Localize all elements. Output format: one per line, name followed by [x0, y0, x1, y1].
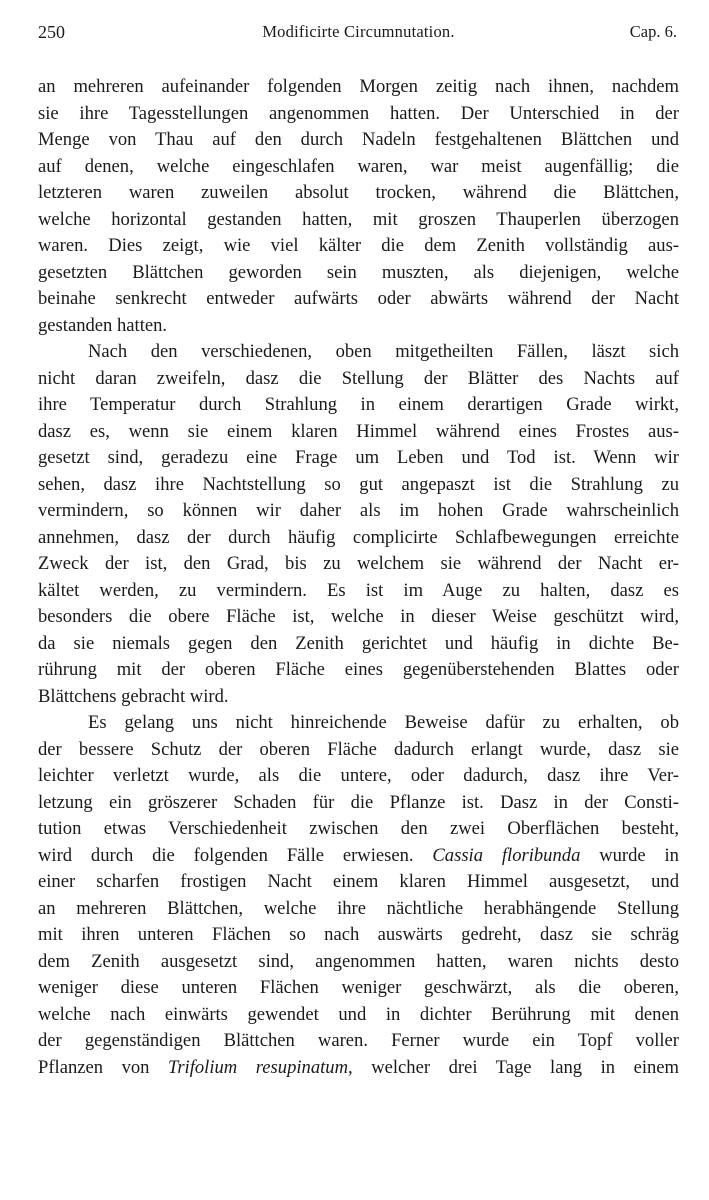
species-name: Trifolium resupinatum, [168, 1056, 353, 1078]
text-line: gestanden hatten. [38, 314, 168, 336]
text-line: Es gelang uns nicht hinreichende Beweise dafür zu erhalten, ob [88, 712, 679, 733]
text-line: dem Zenith ausgesetzt sind, angenommen hatten, waren nichts desto [38, 950, 679, 972]
text-line: Blättchens gebracht wird. [38, 685, 229, 707]
text-segment: wurde in [580, 844, 679, 866]
text-line: der gegenständigen Blättchen waren. Ferner wurde ein Topf voller [38, 1030, 679, 1051]
text-line: ihre Temperatur durch Strahlung in einem derartigen Grade wirkt, [38, 394, 679, 415]
paragraph-3 [38, 710, 679, 1081]
text-line: welche horizontal gestanden hatten, mit groszen Thauperlen überzogen [38, 208, 679, 230]
text-line-with-italic [38, 1055, 679, 1082]
text-segment: welcher drei Tage lang in einem [352, 1056, 679, 1078]
page-number: 250 [38, 22, 65, 42]
text-line: tution etwas Verschiedenheit zwischen den zwei Oberflächen besteht, [38, 818, 679, 839]
text-line: letzteren waren zuweilen absolut trocken, während die Blättchen, [38, 182, 679, 203]
species-name: Cassia floribunda [432, 844, 581, 866]
paragraph-2 [38, 339, 679, 710]
text-line: da sie niemals gegen den Zenith gerichtet und häufig in dichte Be- [38, 632, 679, 654]
text-segment: Pflanzen von [38, 1056, 168, 1078]
text-line: Nach den verschiedenen, oben mitgetheilten Fällen, läszt sich [88, 341, 679, 362]
text-line: auf denen, welche eingeschlafen waren, war meist augenfällig; die [38, 155, 679, 177]
text-line: weniger diese unteren Flächen weniger geschwärzt, als die oberen, [38, 977, 679, 998]
text-line: annehmen, dasz der durch häufig complicirte Schlafbewegungen erreichte [38, 526, 679, 548]
text-line: leichter verletzt wurde, als die untere, oder dadurch, dasz ihre Ver- [38, 765, 679, 786]
text-line: Zweck der ist, den Grad, bis zu welchem sie während der Nacht er- [38, 553, 679, 574]
text-line: waren. Dies zeigt, wie viel kälter die dem Zenith vollständig aus- [38, 235, 679, 256]
running-head [38, 18, 679, 50]
text-line: nicht daran zweifeln, dasz die Stellung der Blätter des Nachts auf [38, 367, 679, 389]
chapter-reference: Cap. 6. [629, 22, 677, 41]
text-line: kältet werden, zu vermindern. Es ist im Auge zu halten, dasz es [38, 579, 679, 601]
text-line: Menge von Thau auf den durch Nadeln festgehaltenen Blättchen und [38, 129, 679, 150]
text-line-with-italic [38, 843, 679, 870]
text-line: mit ihren unteren Flächen so nach auswärts gedreht, dasz sie schräg [38, 924, 679, 945]
text-segment: wird durch die folgenden Fälle erwiesen. [38, 844, 433, 866]
text-line: der bessere Schutz der oberen Fläche dadurch erlangt wurde, dasz sie [38, 738, 679, 760]
paragraph-1 [38, 74, 679, 339]
text-line: vermindern, so können wir daher als im hohen Grade wahrscheinlich [38, 500, 679, 521]
text-line: sehen, dasz ihre Nachtstellung so gut angepaszt ist die Strahlung zu [38, 473, 679, 495]
text-line: besonders die obere Fläche ist, welche in dieser Weise geschützt wird, [38, 606, 679, 627]
text-line: gesetzt sind, geradezu eine Frage um Leben und Tod ist. Wenn wir [38, 447, 679, 468]
text-line: gesetzten Blättchen geworden sein muszten, als diejenigen, welche [38, 261, 679, 283]
text-line: welche nach einwärts gewendet und in dichter Berührung mit denen [38, 1003, 679, 1025]
text-line: beinahe senkrecht entweder aufwärts oder abwärts während der Nacht [38, 288, 679, 309]
running-title: Modificirte Circumnutation. [262, 22, 455, 41]
text-line: an mehreren Blättchen, welche ihre nächtliche herabhängende Stellung [38, 897, 679, 919]
text-line: letzung ein gröszerer Schaden für die Pflanze ist. Dasz in der Consti- [38, 791, 679, 813]
body-text [38, 74, 679, 1081]
text-line: sie ihre Tagesstellungen angenommen hatten. Der Unterschied in der [38, 102, 679, 124]
text-line: rührung mit der oberen Fläche eines gegenüberstehenden Blattes oder [38, 659, 679, 680]
text-line: dasz es, wenn sie einem klaren Himmel während eines Frostes aus- [38, 420, 679, 442]
text-line: einer scharfen frostigen Nacht einem klaren Himmel ausgesetzt, und [38, 871, 679, 892]
text-line: an mehreren aufeinander folgenden Morgen zeitig nach ihnen, nachdem [38, 76, 679, 97]
